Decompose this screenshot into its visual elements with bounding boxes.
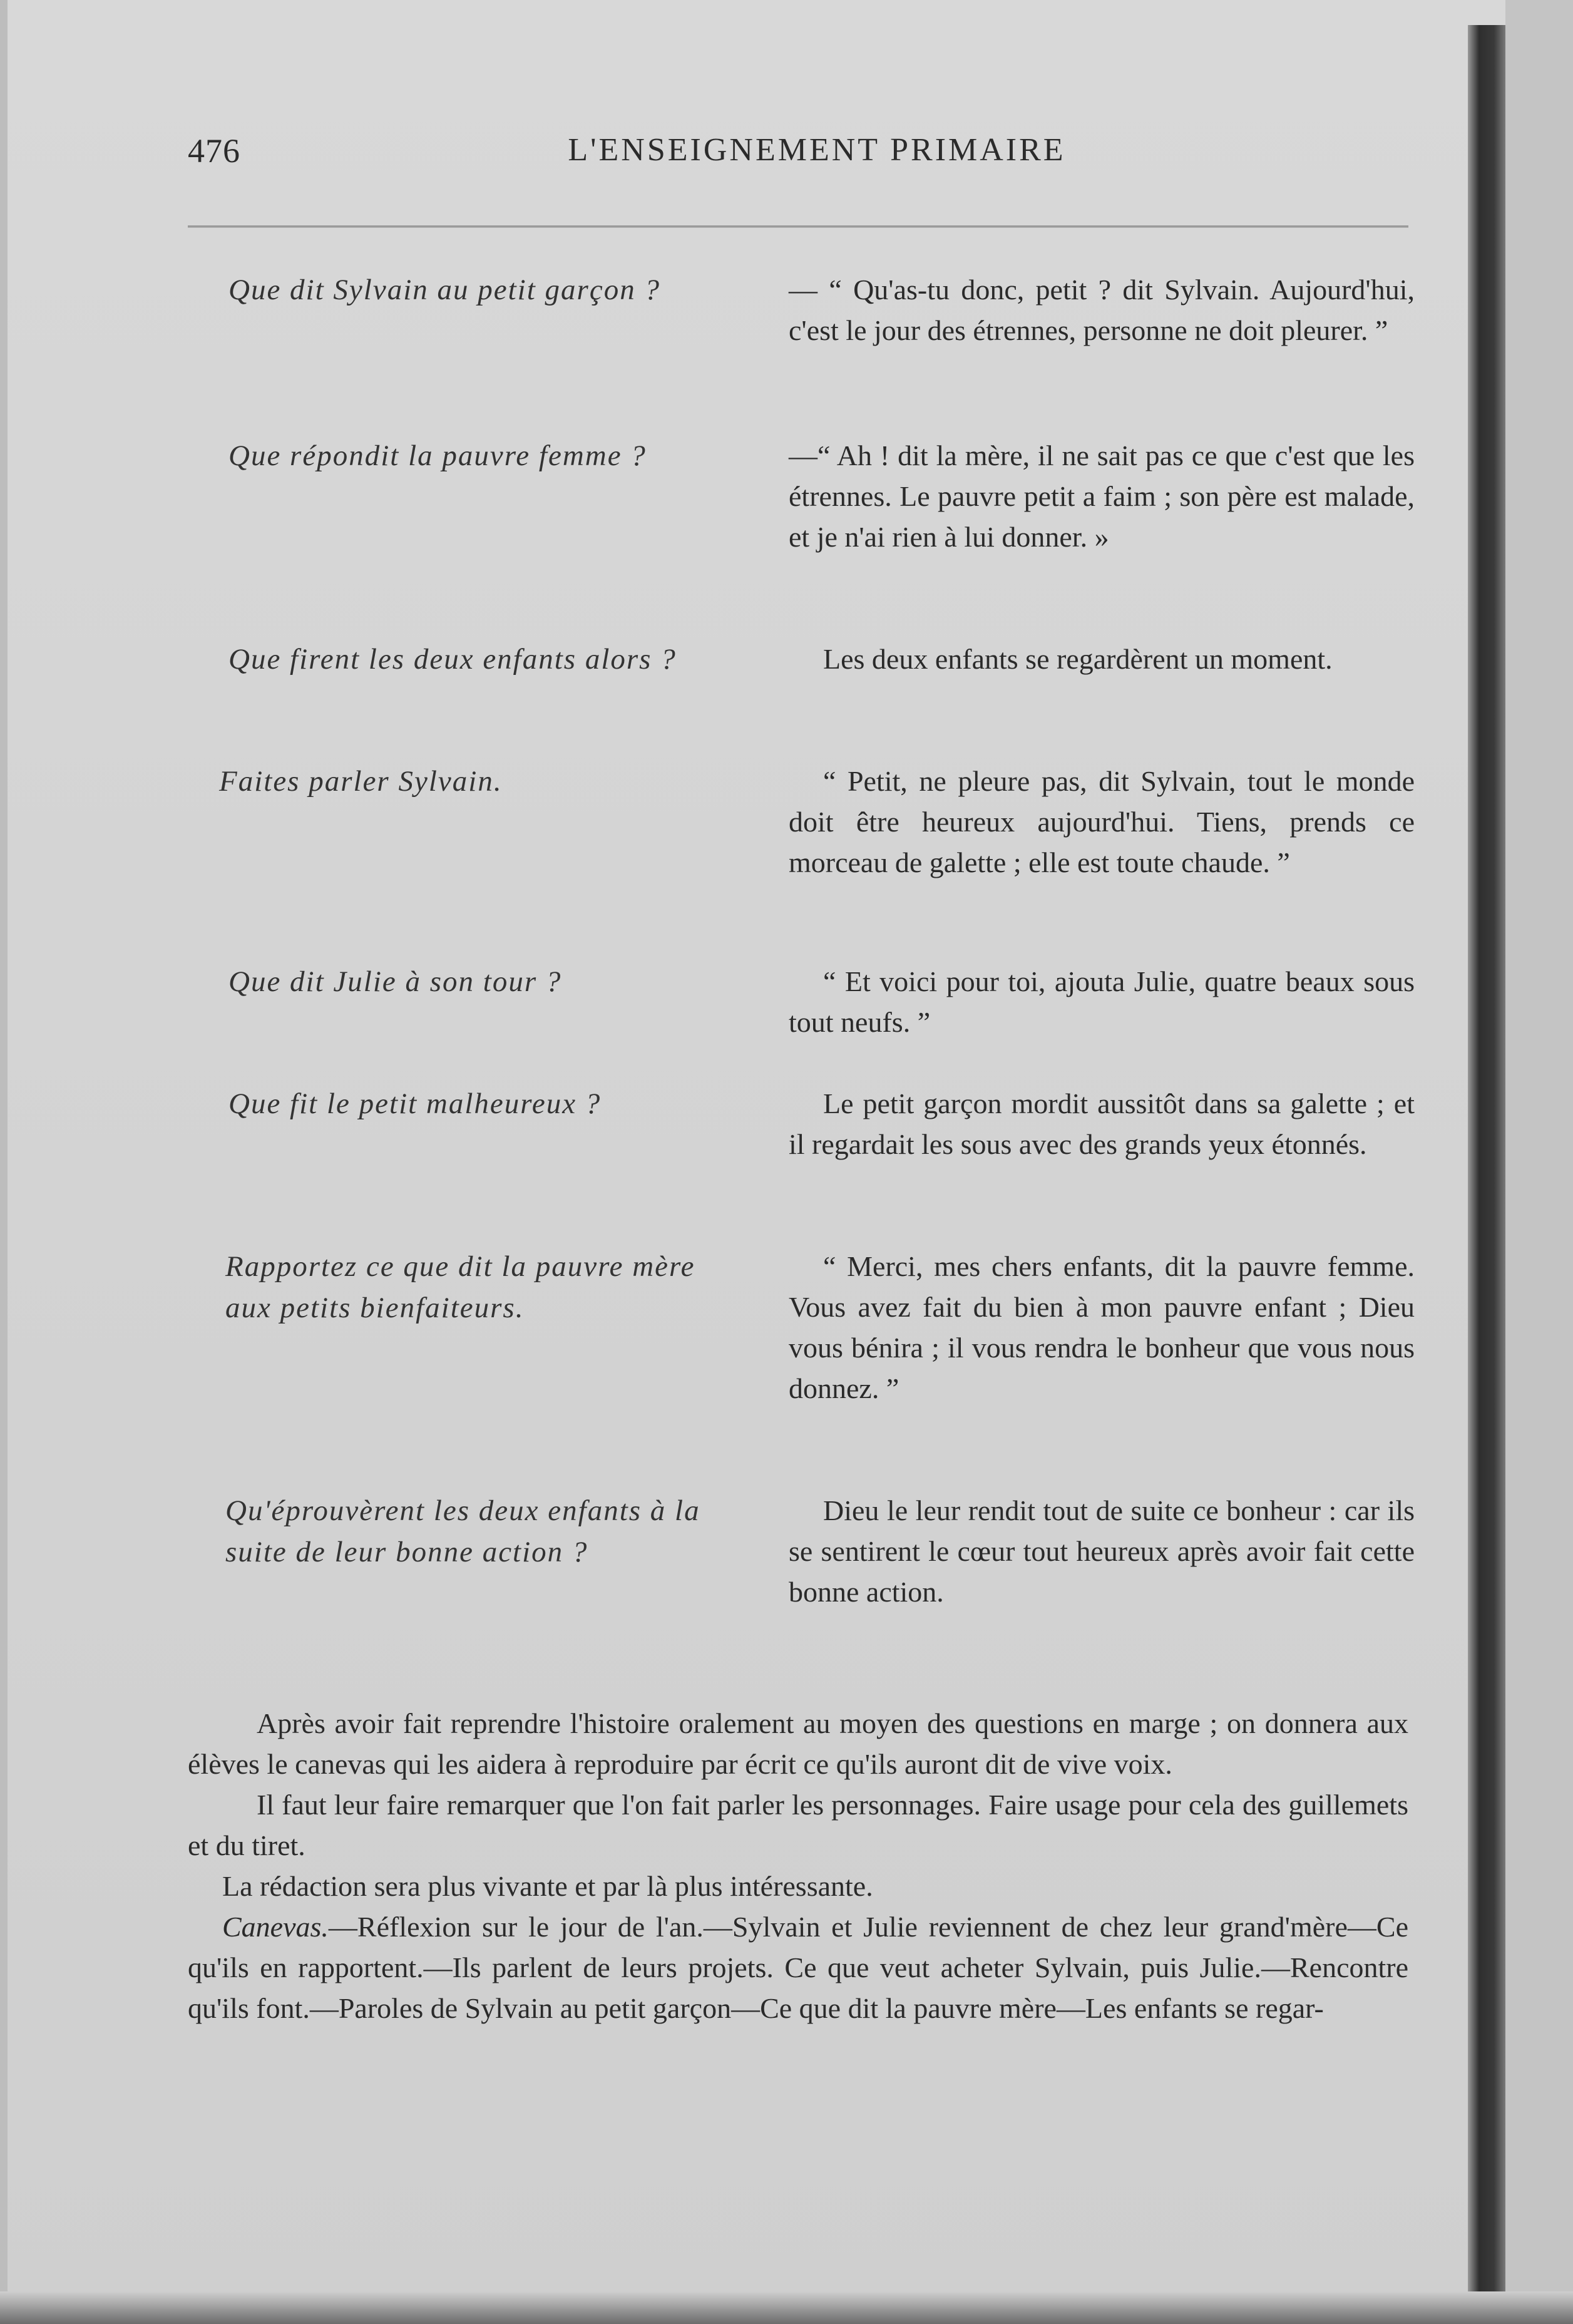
answer-text: “ Et voici pour toi, ajouta Julie, quatre beaux sous tout neufs. ” (789, 965, 1415, 1038)
qa-row (188, 269, 1415, 435)
margin-question: Rapportez ce que dit la pauvre mère aux petits bienfaiteurs. (225, 1250, 695, 1324)
margin-question: Que fit le petit malheureux ? (228, 1087, 602, 1120)
qa-row (188, 639, 1415, 761)
running-title: L'ENSEIGNEMENT PRIMAIRE (568, 132, 1066, 168)
paragraph: La rédaction sera plus vivante et par là plus intéressante. (222, 1870, 873, 1902)
answer-text: Les deux enfants se regardèrent un moment. (823, 643, 1333, 675)
answer-text: Dieu le leur rendit tout de suite ce bonheur : car ils se sentirent le cœur tout heureux après avoir fait cette bonne action. (789, 1494, 1415, 1608)
paragraph: Après avoir fait reprendre l'histoire oralement au moyen des questions en marge ; on donnera aux élèves le canevas qui les aidera à reproduire par écrit ce qu'ils auront dit de vive voix. (188, 1707, 1408, 1780)
margin-question: Qu'éprouvèrent les deux enfants à la suite de leur bonne action ? (225, 1494, 700, 1568)
qa-row (188, 1490, 1415, 1678)
qa-row (188, 761, 1415, 961)
page-bottom-shadow (0, 2291, 1573, 2324)
canevas-paragraph (188, 1906, 1408, 2028)
qa-row (188, 1246, 1415, 1490)
adjacent-page-edge (1505, 0, 1573, 2324)
qa-row (188, 435, 1415, 639)
answer-text: “ Petit, ne pleure pas, dit Sylvain, tout le monde doit être heureux aujourd'hui. Tiens, prends ce morceau de galette ; elle est toute chaude. ” (789, 765, 1415, 878)
margin-question: Faites parler Sylvain. (219, 765, 503, 798)
margin-question: Que répondit la pauvre femme ? (228, 440, 647, 472)
question-answer-section (188, 269, 1415, 1678)
header-rule (188, 225, 1408, 228)
margin-question: Que dit Julie à son tour ? (228, 965, 562, 998)
margin-question: Que dit Sylvain au petit garçon ? (228, 274, 660, 306)
body-text (188, 1703, 1408, 2028)
margin-question: Que firent les deux enfants alors ? (228, 643, 677, 676)
canevas-text: —Réflexion sur le jour de l'an.—Sylvain et Julie reviennent de chez leur grand'mère—Ce qu'ils en rapportent.—Ils parlent de leurs projets. Ce que veut acheter Sylvain, puis Julie.—Rencontre qu'ils font.—Paroles de Sylvain au petit garçon—Ce que dit la pauvre mère—Les enfants se regar- (188, 1911, 1408, 2024)
answer-text: “ Merci, mes chers enfants, dit la pauvre femme. Vous avez fait du bien à mon pauvre enfant ; Dieu vous bénira ; il vous rendra le bonheur que vous nous donnez. ” (789, 1250, 1415, 1404)
paragraph: Il faut leur faire remarquer que l'on fait parler les personnages. Faire usage pour cela des guillemets et du tiret. (188, 1789, 1408, 1861)
answer-text: —“ Ah ! dit la mère, il ne sait pas ce que c'est que les étrennes. Le pauvre petit a faim ; son père est malade, et je n'ai rien à lui donner. » (789, 440, 1415, 553)
answer-text: Le petit garçon mordit aussitôt dans sa galette ; et il regardait les sous avec des grands yeux étonnés. (789, 1087, 1415, 1160)
answer-text: — “ Qu'as-tu donc, petit ? dit Sylvain. Aujourd'hui, c'est le jour des étrennes, personne ne doit pleurer. ” (789, 274, 1415, 346)
page-header (188, 131, 1408, 188)
canevas-label: Canevas. (222, 1911, 329, 1943)
qa-row (188, 1083, 1415, 1246)
page-left-edge (0, 0, 8, 2324)
page-number: 476 (188, 132, 240, 170)
qa-row (188, 961, 1415, 1083)
book-spine (1468, 25, 1505, 2324)
